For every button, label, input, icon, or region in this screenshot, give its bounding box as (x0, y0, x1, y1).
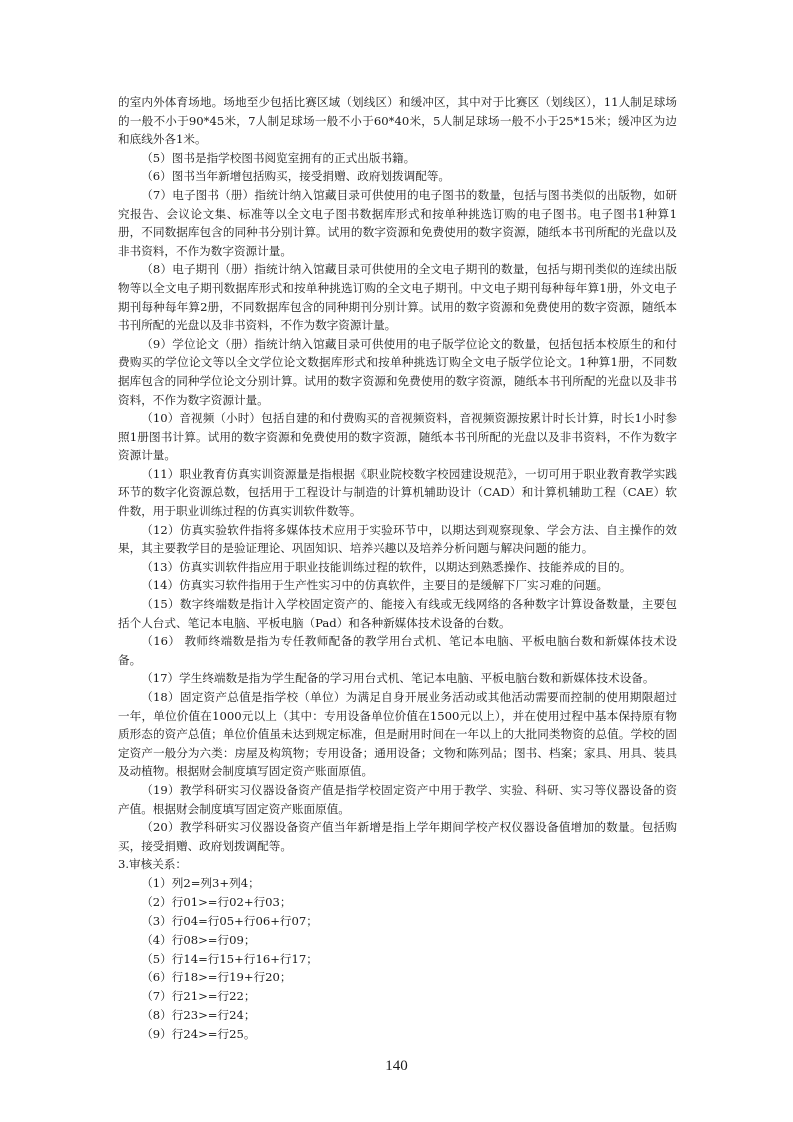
paragraph-item-17: （17）学生终端数是指为学生配备的学习用台式机、笔记本电脑、平板电脑台数和新媒体技术设备。 (141, 671, 655, 686)
paragraph-item-12: （12）仿真实验软件指将多媒体技术应用于实验环节中，以期达到观察现象、学会方法、自主操作的效果，其主要教学目的是验证理论、巩固知识、培养兴趣以及培养分析问题与解决问题的能力。 (118, 522, 677, 556)
paragraph-item-13: （13）仿真实训软件指应用于职业技能训练过程的软件，以期达到熟悉操作、技能养成的目的。 (141, 559, 632, 574)
paragraph-item-9: （9）学位论文（册）指统计纳入馆藏目录可供使用的电子版学位论文的数量，包括包括本校原生的和付费购买的学位论文等以全文学位论文数据库形式和按单种挑选订购全文电子版学位论文。1种算1册，不同数据库包含的同种学位论文分别计算。试用的数字资源和免费使用的数字资源，随纸本书刊所配的光盘以及非书资料，不作为数字资源计量。 (118, 336, 677, 407)
section-heading-audit: 3.审核关系： (118, 857, 188, 872)
paragraph-item-16: （16） 教师终端数是指为专任教师配备的教学用台式机、笔记本电脑、平板电脑台数和新媒体技术设备。 (118, 634, 677, 667)
document-body (118, 93, 677, 1044)
paragraph-item-14: （14）仿真实习软件指用于生产性实习中的仿真软件，主要目的是缓解下厂实习难的问题。 (141, 578, 609, 593)
audit-item-6: （6）行18>=行19+行20； (141, 970, 292, 985)
audit-item-8: （8）行23>=行24； (141, 1008, 256, 1023)
audit-item-2: （2）行01>=行02+行03； (141, 894, 292, 909)
paragraph-item-11: （11）职业教育仿真实训资源量是指根据《职业院校数字校园建设规范》，一切可用于职业教育教学实践环节的数字化资源总数，包括用于工程设计与制造的计算机辅助设计（CAD）和计算机辅助工程（CAE）软件数，用于职业训练过程的仿真实训软件数等。 (118, 466, 677, 519)
paragraph-item-6: （6）图书当年新增包括购买，接受捐赠、政府划拨调配等。 (141, 169, 451, 184)
paragraph-item-8: （8）电子期刊（册）指统计纳入馆藏目录可供使用的全文电子期刊的数量，包括与期刊类似的连续出版物等以全文电子期刊数据库形式和按单种挑选订购的全文电子期刊。中文电子期刊每种每年算1册，外文电子期刊每种每年算2册，不同数据库包含的同种期刊分别计算。试用的数字资源和免费使用的数字资源，随纸本书刊所配的光盘以及非书资料，不作为数字资源计量。 (118, 262, 677, 333)
audit-item-5: （5）行14=行15+行16+行17； (141, 951, 318, 966)
paragraph-item-18: （18）固定资产总值是指学校（单位）为满足自身开展业务活动或其他活动需要而控制的使用期限超过一年，单位价值在1000元以上（其中：专用设备单位价值在1500元以上），并在使用过程中基本保持原有物质形态的资产总值；单位价值虽未达到规定标准，但是耐用时间在一年以上的大批同类物资的总值。学校的固定资产一般分为六类：房屋及构筑物；专用设备；通用设备；文物和陈列品；图书、档案；家具、用具、装具及动植物。根据财会制度填写固定资产账面原值。 (118, 690, 677, 779)
audit-item-9: （9）行24>=行25。 (141, 1027, 256, 1042)
audit-item-7: （7）行21>=行22； (141, 989, 256, 1004)
paragraph-item-20: （20）教学科研实习仪器设备资产值当年新增是指上学年期间学校产权仪器设备值增加的数量。包括购买，接受捐赠、政府划拨调配等。 (118, 820, 677, 853)
audit-item-1: （1）列2=列3+列4； (141, 875, 260, 890)
paragraph-item-15: （15）数字终端数是指计入学校固定资产的、能接入有线或无线网络的各种数字计算设备数量，主要包括个人台式、笔记本电脑、平板电脑（Pad）和各种新媒体技术设备的台数。 (118, 597, 677, 630)
paragraph-continuation: 的室内外体育场地。场地至少包括比赛区域（划线区）和缓冲区，其中对于比赛区（划线区），11人制足球场的一般不小于90*45米，7人制足球场一般不小于60*40米，5人制足球场一般不小于25*15米；缓冲区为边和底线外各1米。 (118, 95, 677, 147)
audit-item-4: （4）行08>=行09； (141, 932, 256, 947)
paragraph-item-19: （19）教学科研实习仪器设备资产值是指学校固定资产中用于教学、实验、科研、实习等仪器设备的资产值。根据财会制度填写固定资产账面原值。 (118, 782, 677, 816)
audit-item-3: （3）行04=行05+行06+行07； (141, 913, 318, 928)
page-number: 140 (385, 1058, 408, 1074)
paragraph-item-5: （5）图书是指学校图书阅览室拥有的正式出版书籍。 (141, 150, 416, 165)
paragraph-item-7: （7）电子图书（册）指统计纳入馆藏目录可供使用的电子图书的数量，包括与图书类似的出版物，如研究报告、会议论文集、标准等以全文电子图书数据库形式和按单种挑选订购的电子图书。电子图书1种算1册，不同数据库包含的同种书分别计算。试用的数字资源和免费使用的数字资源，随纸本书刊所配的光盘以及非书资料，不作为数字资源计量。 (118, 187, 677, 258)
paragraph-item-10: （10）音视频（小时）包括自建的和付费购买的音视频资料，音视频资源按累计时长计算，时长1小时参照1册图书计算。试用的数字资源和免费使用的数字资源，随纸本书刊所配的光盘以及非书资料，不作为数字资源计量。 (118, 411, 677, 463)
